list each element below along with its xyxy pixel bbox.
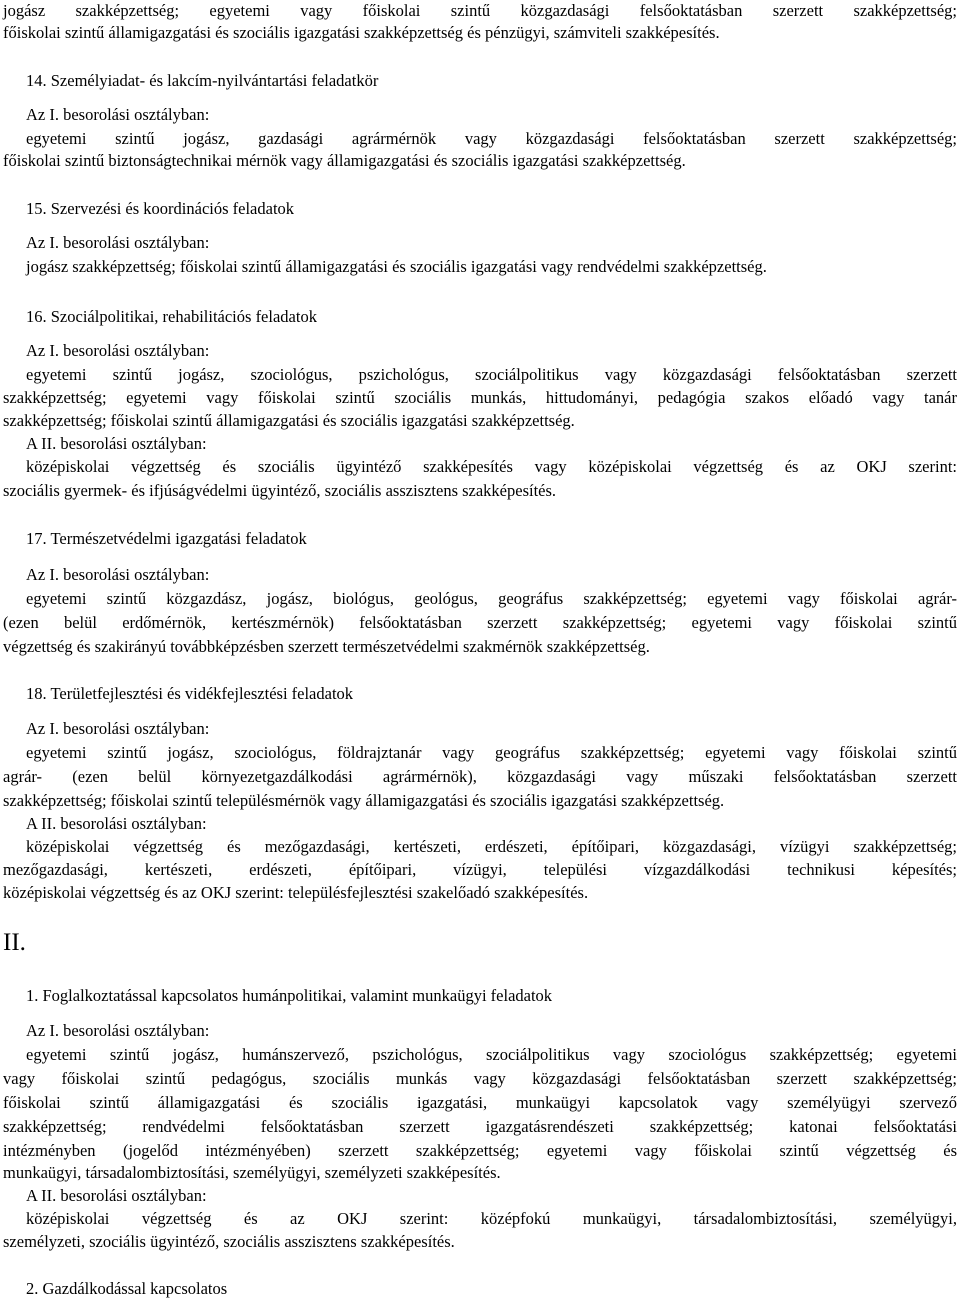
paragraph-line: főiskolai szintű biztonságtechnikai mérnök vagy államigazgatási és szociális igazgatási szakképzettség.: [3, 151, 686, 170]
paragraph-line: középiskolai végzettség és szociális ügyintéző szakképesítés vagy középiskolai végzettség és az OKJ szerint:: [26, 457, 957, 476]
classification-label: Az I. besorolási osztályban:: [26, 105, 210, 124]
paragraph-line: középiskolai végzettség és az OKJ szerint: településfejlesztési szakelőadó szakképesítés.: [3, 883, 589, 902]
paragraph-line: egyetemi szintű közgazdász, jogász, biológus, geológus, geográfus szakképzettség; egyetemi vagy főiskolai agrár-: [26, 589, 957, 608]
paragraph-line: (ezen belül erdőmérnök, kertészmérnök) felsőoktatásban szerzett szakképzettség; egyetemi vagy főiskolai szintű: [3, 613, 957, 632]
paragraph-line: végzettség és szakirányú továbbképzésben szerzett természetvédelmi szakmérnök szakképzettség.: [3, 637, 650, 656]
chapter-numeral: II.: [3, 929, 26, 956]
paragraph-line: egyetemi szintű jogász, humánszervező, pszichológus, szociálpolitikus vagy szociológus szakképzettség; egyetemi: [26, 1045, 957, 1064]
paragraph-line: szakképzettség; egyetemi vagy főiskolai szintű szociális munkás, hittudományi, pedagógia szakos előadó vagy tanár: [3, 388, 957, 407]
section-heading-18: 18. Területfejlesztési és vidékfejlesztési feladatok: [26, 684, 354, 703]
classification-label: A II. besorolási osztályban:: [26, 434, 207, 453]
paragraph-line: intézményben (jogelőd intézményében) szerzett szakképzettség; egyetemi vagy főiskolai szintű végzettség és: [3, 1141, 957, 1160]
paragraph-line: egyetemi szintű jogász, szociológus, pszichológus, szociálpolitikus vagy közgazdasági felsőoktatásban szerzett: [26, 365, 957, 384]
section-heading-17: 17. Természetvédelmi igazgatási feladatok: [26, 529, 307, 548]
classification-label: Az I. besorolási osztályban:: [26, 565, 210, 584]
paragraph-line: egyetemi szintű jogász, szociológus, földrajztanár vagy geográfus szakképzettség; egyetemi vagy főiskolai szintű: [26, 743, 957, 762]
paragraph-line: középiskolai végzettség és mezőgazdasági, kertészeti, erdészeti, építőipari, közgazdasági, vízügyi szakképzettség;: [26, 837, 957, 856]
paragraph-line: szociális gyermek- és ifjúságvédelmi ügyintéző, szociális asszisztens szakképesítés.: [3, 481, 557, 500]
classification-label: A II. besorolási osztályban:: [26, 814, 207, 833]
paragraph-line: szakképzettség; főiskolai szintű államigazgatási és szociális igazgatási szakképzettség.: [3, 411, 575, 430]
classification-label: A II. besorolási osztályban:: [26, 1186, 207, 1205]
section-heading-14: 14. Személyiadat- és lakcím-nyilvántartási feladatkör: [26, 71, 379, 90]
section-heading-1: 1. Foglalkoztatással kapcsolatos humánpolitikai, valamint munkaügyi feladatok: [26, 986, 553, 1005]
paragraph-line: mezőgazdasági, kertészeti, erdészeti, építőipari, vízügyi, települési vízgazdálkodási technikusi képesítés;: [3, 860, 957, 879]
paragraph-line: főiskolai szintű államigazgatási és szociális igazgatási, munkaügyi kapcsolatok vagy személyügyi szervező: [3, 1093, 957, 1112]
classification-label: Az I. besorolási osztályban:: [26, 233, 210, 252]
paragraph-line: szakképzettség; főiskolai szintű településmérnök vagy államigazgatási és szociális igazgatási szakképzettség.: [3, 791, 725, 810]
paragraph-line: jogász szakképzettség; főiskolai szintű államigazgatási és szociális igazgatási vagy rendvédelmi szakképzettség.: [26, 257, 767, 276]
section-heading-16: 16. Szociálpolitikai, rehabilitációs feladatok: [26, 307, 317, 326]
paragraph-line: munkaügyi, társadalombiztosítási, személyügyi, személyzeti szakképesítés.: [3, 1163, 501, 1182]
classification-label: Az I. besorolási osztályban:: [26, 1021, 210, 1040]
paragraph-line: jogász szakképzettség; egyetemi vagy főiskolai szintű közgazdasági felsőoktatásban szerzett szakképzettség;: [3, 1, 957, 20]
paragraph-line: agrár- (ezen belül környezetgazdálkodási agrármérnök), közgazdasági vagy műszaki felsőoktatásban szerzett: [3, 767, 957, 786]
paragraph-line: középiskolai végzettség és az OKJ szerint: középfokú munkaügyi, társadalombiztosítási, személyügyi,: [26, 1209, 957, 1228]
classification-label: Az I. besorolási osztályban:: [26, 341, 210, 360]
paragraph-line: szakképzettség; rendvédelmi felsőoktatásban szerzett igazgatásrendészeti szakképzettség; katonai felsőoktatási: [3, 1117, 957, 1136]
paragraph-line: egyetemi szintű jogász, gazdasági agrármérnök vagy közgazdasági felsőoktatásban szerzett szakképzettség;: [26, 129, 957, 148]
section-heading-2: 2. Gazdálkodással kapcsolatos: [26, 1279, 228, 1298]
classification-label: Az I. besorolási osztályban:: [26, 719, 210, 738]
section-heading-15: 15. Szervezési és koordinációs feladatok: [26, 199, 295, 218]
paragraph-line: vagy főiskolai szintű pedagógus, szociális munkás vagy közgazdasági felsőoktatásban szerzett szakképzettség;: [3, 1069, 957, 1088]
paragraph-line: főiskolai szintű államigazgatási és szociális igazgatási szakképzettség és pénzügyi, számviteli szakképesítés.: [3, 23, 720, 42]
paragraph-line: személyzeti, szociális ügyintéző, szociális asszisztens szakképesítés.: [3, 1232, 455, 1251]
